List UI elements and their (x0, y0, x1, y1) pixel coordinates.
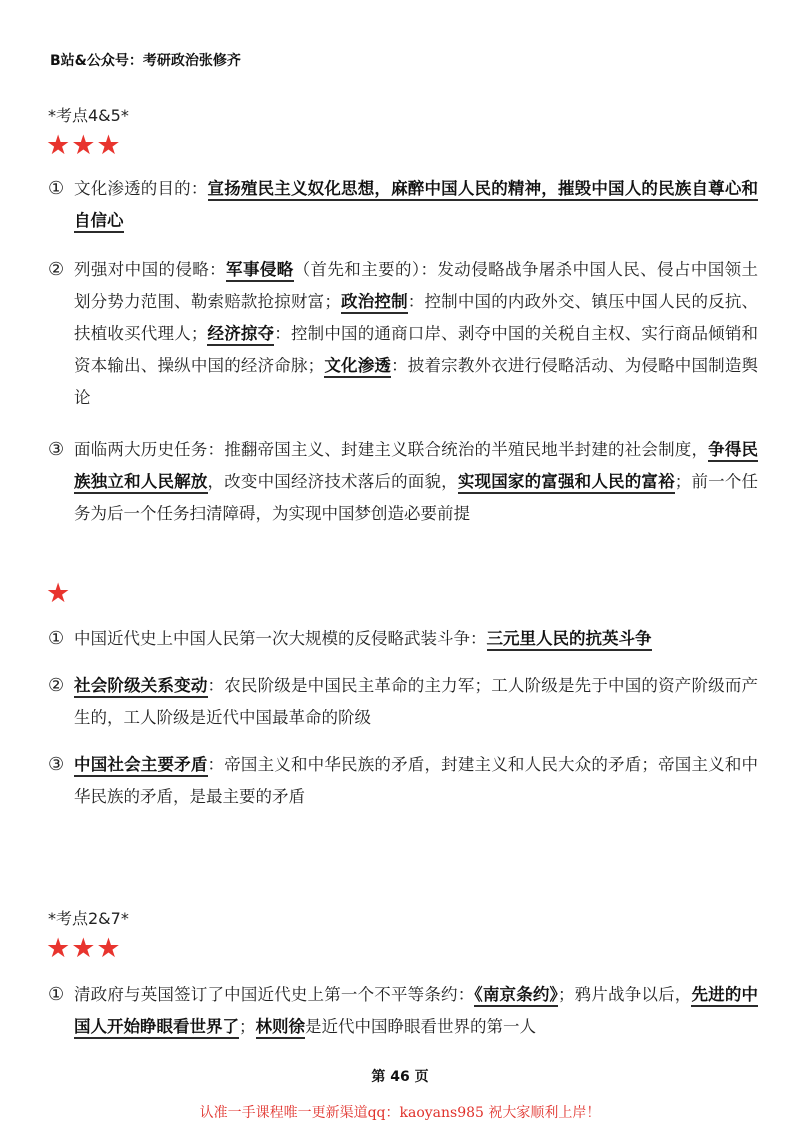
list-item (48, 623, 758, 655)
section-title: *考点4&5* (48, 106, 129, 125)
key-point-highlight: 经济掠夺 (207, 324, 274, 346)
text-segment: 面临两大历史任务：推翻帝国主义、封建主义联合统治的半殖民地半封建的社会制度， (74, 440, 709, 459)
key-point-highlight: 三元里人民的抗英斗争 (487, 629, 652, 651)
text-segment: ：披着宗教外衣进行侵略活动、为侵略中国制造舆论 (74, 356, 758, 407)
text-segment: ：控制中国的通商口岸、剥夺中国的关税自主权、实行商品倾销和资本输出、操纵中国的经济命脉； (74, 324, 758, 375)
section-title: *考点2&7* (48, 909, 129, 928)
item-text (74, 623, 758, 655)
text-segment: ：帝国主义和中华民族的矛盾，封建主义和人民大众的矛盾；帝国主义和中华民族的矛盾，是最主要的矛盾 (74, 755, 758, 806)
star-rating-icon: ★★★ (46, 933, 122, 964)
header-source: B站&公众号：考研政治张修齐 (50, 53, 241, 69)
item-number: ② (48, 259, 65, 280)
item-text (74, 173, 758, 237)
item-text (74, 254, 758, 414)
key-point-highlight: 军事侵略 (226, 260, 294, 282)
key-point-highlight: 争得民族独立和人民解放 (74, 440, 758, 494)
star-rating-icon: ★★★ (46, 130, 122, 161)
text-segment: ；前一个任务为后一个任务扫清障碍，为实现中国梦创造必要前提 (74, 472, 758, 523)
list-item (48, 434, 758, 530)
item-text (74, 979, 758, 1043)
key-point-highlight: 实现国家的富强和人民的富裕 (458, 472, 675, 494)
key-point-highlight: 中国社会主要矛盾 (74, 755, 208, 777)
list-item (48, 173, 758, 237)
page-number: 第 46 页 (371, 1069, 429, 1085)
item-number: ② (48, 675, 65, 696)
text-segment: （首先和主要的）：发动侵略战争屠杀中国人民、侵占中国领土划分势力范围、勒索赔款抢掠财富； (74, 260, 759, 311)
text-segment: 中国近代史上中国人民第一次大规模的反侵略武装斗争： (74, 629, 487, 648)
text-segment: 清政府与英国签订了中国近代史上第一个不平等条约： (74, 985, 475, 1004)
text-segment: 文化渗透的目的： (74, 179, 208, 198)
key-point-highlight: 政治控制 (341, 292, 408, 314)
item-text (74, 434, 758, 530)
item-number: ① (48, 984, 65, 1005)
key-point-highlight: 林则徐 (256, 1017, 306, 1039)
key-point-highlight: 先进的中国人开始睁眼看世界了 (74, 985, 758, 1039)
list-item (48, 670, 758, 734)
item-text (74, 670, 758, 734)
item-number: ③ (48, 754, 65, 775)
item-number: ③ (48, 439, 65, 460)
text-segment: ：控制中国的内政外交、镇压中国人民的反抗、扶植收买代理人； (74, 292, 758, 343)
text-segment: 列强对中国的侵略： (74, 260, 227, 279)
item-number: ① (48, 178, 65, 199)
item-number: ① (48, 628, 65, 649)
text-segment: ，改变中国经济技术落后的面貌， (207, 472, 458, 491)
star-rating-icon: ★ (46, 578, 72, 609)
key-point-highlight: 文化渗透 (324, 356, 391, 378)
list-item (48, 254, 758, 414)
key-point-highlight: 宣扬殖民主义奴化思想，麻醉中国人民的精神，摧毁中国人的民族自尊心和自信心 (74, 179, 758, 233)
text-segment: ； (239, 1017, 256, 1036)
list-item (48, 979, 758, 1043)
list-item (48, 749, 758, 813)
item-text (74, 749, 758, 813)
text-segment: ；鸦片战争以后， (558, 985, 692, 1004)
text-segment: 是近代中国睁眼看世界的第一人 (305, 1017, 536, 1036)
footer-note: 认准一手课程唯一更新渠道qq：kaoyans985 祝大家顺利上岸！ (199, 1105, 601, 1121)
key-point-highlight: 《南京条约》 (474, 985, 558, 1007)
text-segment: ：农民阶级是中国民主革命的主力军；工人阶级是先于中国的资产阶级而产生的，工人阶级是近代中国最革命的阶级 (74, 676, 758, 727)
key-point-highlight: 社会阶级关系变动 (74, 676, 208, 698)
